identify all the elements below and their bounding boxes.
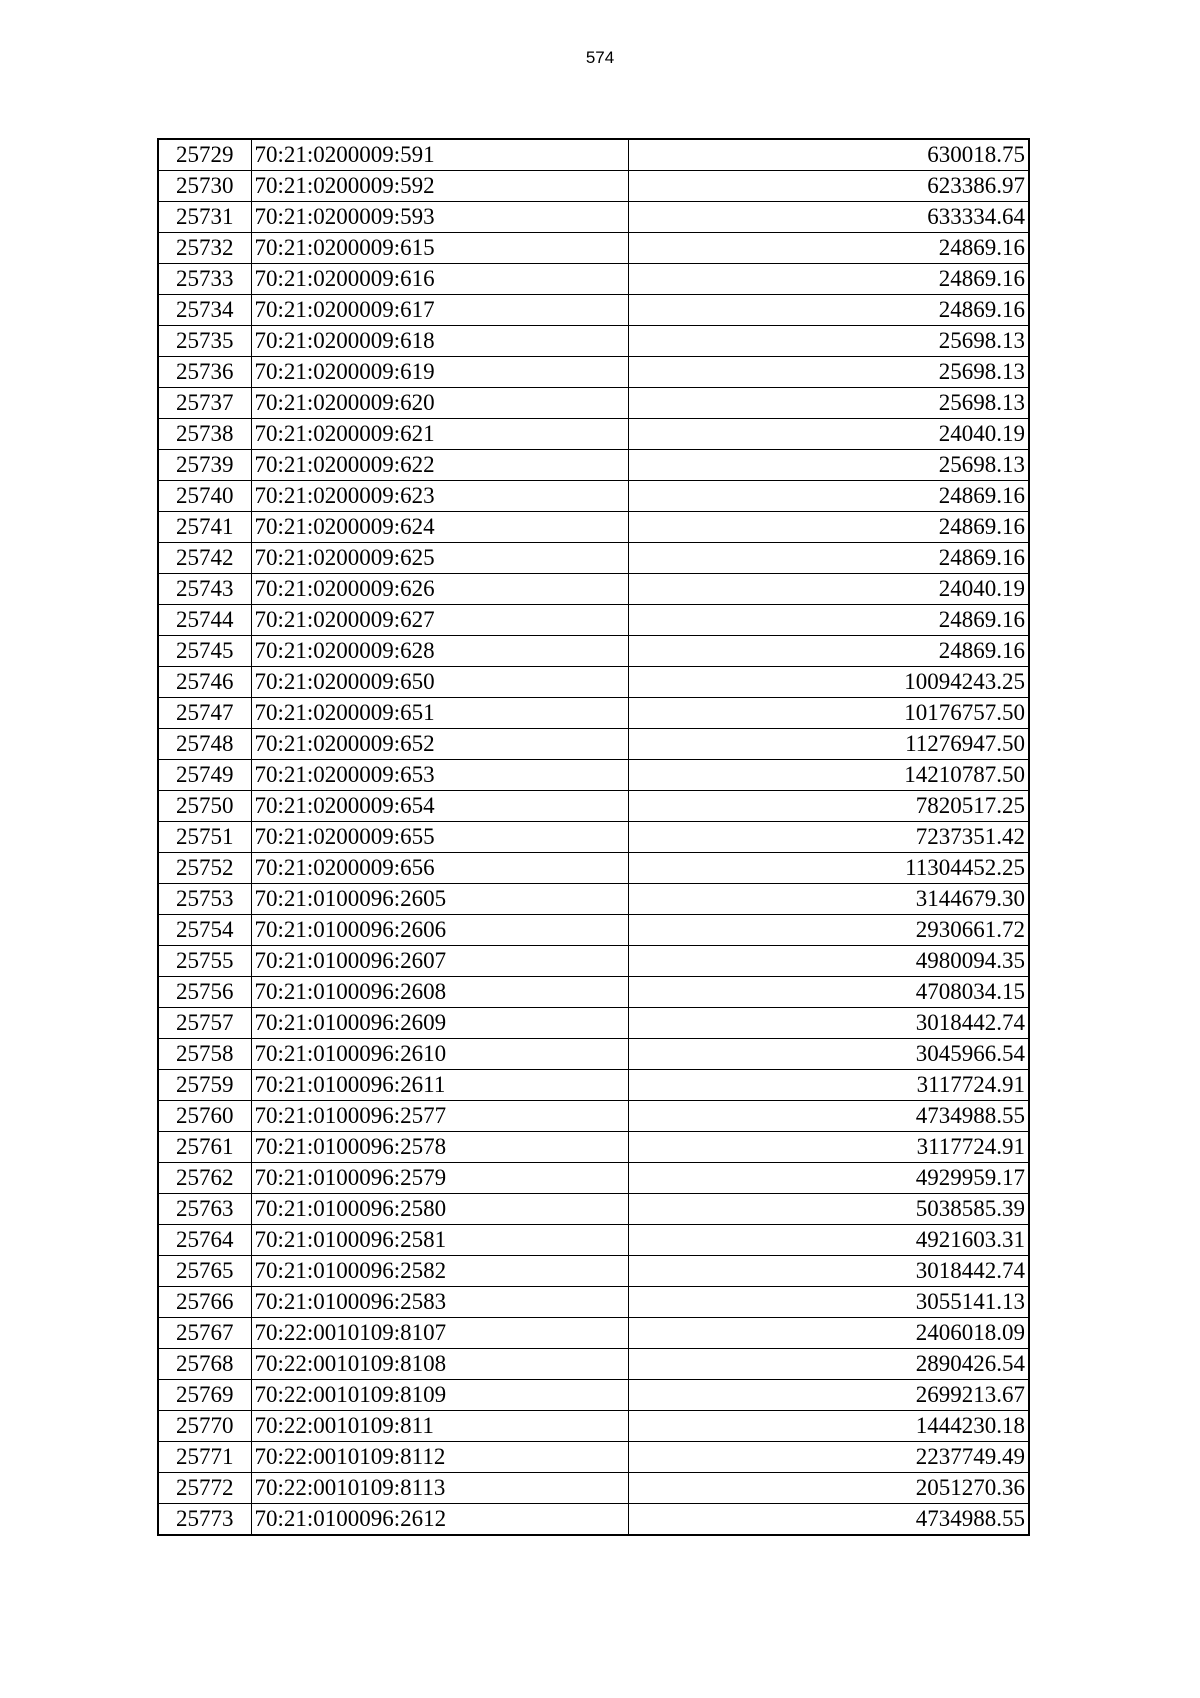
cadastral-value-cell: 2237749.49 bbox=[628, 1442, 1029, 1473]
table-row bbox=[158, 1194, 1029, 1225]
cadastral-value-cell: 10094243.25 bbox=[628, 667, 1029, 698]
row-number-cell: 25761 bbox=[158, 1132, 251, 1163]
cadastral-number-cell: 70:21:0100096:2582 bbox=[251, 1256, 628, 1287]
row-number-cell: 25743 bbox=[158, 574, 251, 605]
table-row bbox=[158, 1132, 1029, 1163]
row-number-cell: 25751 bbox=[158, 822, 251, 853]
table-row bbox=[158, 636, 1029, 667]
cadastral-value-cell: 3117724.91 bbox=[628, 1132, 1029, 1163]
row-number-cell: 25735 bbox=[158, 326, 251, 357]
cadastral-value-cell: 4980094.35 bbox=[628, 946, 1029, 977]
cadastral-number-cell: 70:22:0010109:8107 bbox=[251, 1318, 628, 1349]
cadastral-value-cell: 3018442.74 bbox=[628, 1008, 1029, 1039]
cadastral-value-table bbox=[157, 138, 1030, 1536]
row-number-cell: 25772 bbox=[158, 1473, 251, 1504]
row-number-cell: 25732 bbox=[158, 233, 251, 264]
row-number-cell: 25742 bbox=[158, 543, 251, 574]
cadastral-number-cell: 70:21:0200009:651 bbox=[251, 698, 628, 729]
table-row bbox=[158, 667, 1029, 698]
row-number-cell: 25744 bbox=[158, 605, 251, 636]
cadastral-number-cell: 70:21:0100096:2610 bbox=[251, 1039, 628, 1070]
row-number-cell: 25762 bbox=[158, 1163, 251, 1194]
row-number-cell: 25753 bbox=[158, 884, 251, 915]
row-number-cell: 25731 bbox=[158, 202, 251, 233]
cadastral-number-cell: 70:21:0200009:625 bbox=[251, 543, 628, 574]
table-row bbox=[158, 1318, 1029, 1349]
page-number: 574 bbox=[585, 48, 615, 67]
cadastral-value-cell: 630018.75 bbox=[628, 139, 1029, 171]
cadastral-value-cell: 3144679.30 bbox=[628, 884, 1029, 915]
cadastral-value-cell: 3018442.74 bbox=[628, 1256, 1029, 1287]
row-number-cell: 25769 bbox=[158, 1380, 251, 1411]
table-row bbox=[158, 481, 1029, 512]
table-row bbox=[158, 791, 1029, 822]
cadastral-value-cell: 3117724.91 bbox=[628, 1070, 1029, 1101]
cadastral-number-cell: 70:21:0100096:2605 bbox=[251, 884, 628, 915]
table-row bbox=[158, 264, 1029, 295]
cadastral-value-cell: 4929959.17 bbox=[628, 1163, 1029, 1194]
row-number-cell: 25773 bbox=[158, 1504, 251, 1536]
cadastral-value-cell: 25698.13 bbox=[628, 357, 1029, 388]
table-row bbox=[158, 171, 1029, 202]
cadastral-value-cell: 2930661.72 bbox=[628, 915, 1029, 946]
row-number-cell: 25737 bbox=[158, 388, 251, 419]
cadastral-value-cell: 25698.13 bbox=[628, 326, 1029, 357]
cadastral-number-cell: 70:21:0200009:626 bbox=[251, 574, 628, 605]
cadastral-value-cell: 7237351.42 bbox=[628, 822, 1029, 853]
cadastral-number-cell: 70:21:0100096:2577 bbox=[251, 1101, 628, 1132]
cadastral-value-cell: 2699213.67 bbox=[628, 1380, 1029, 1411]
row-number-cell: 25768 bbox=[158, 1349, 251, 1380]
row-number-cell: 25734 bbox=[158, 295, 251, 326]
row-number-cell: 25770 bbox=[158, 1411, 251, 1442]
cadastral-value-cell: 3045966.54 bbox=[628, 1039, 1029, 1070]
cadastral-value-cell: 10176757.50 bbox=[628, 698, 1029, 729]
cadastral-number-cell: 70:21:0200009:621 bbox=[251, 419, 628, 450]
cadastral-number-cell: 70:21:0200009:592 bbox=[251, 171, 628, 202]
cadastral-number-cell: 70:21:0100096:2608 bbox=[251, 977, 628, 1008]
cadastral-value-cell: 24869.16 bbox=[628, 233, 1029, 264]
cadastral-number-cell: 70:21:0200009:650 bbox=[251, 667, 628, 698]
table-row bbox=[158, 1008, 1029, 1039]
table-row bbox=[158, 1163, 1029, 1194]
table-body bbox=[158, 139, 1029, 1535]
row-number-cell: 25754 bbox=[158, 915, 251, 946]
table-row bbox=[158, 1070, 1029, 1101]
table-row bbox=[158, 605, 1029, 636]
table-row bbox=[158, 450, 1029, 481]
cadastral-number-cell: 70:22:0010109:811 bbox=[251, 1411, 628, 1442]
table-row bbox=[158, 946, 1029, 977]
table-row bbox=[158, 1287, 1029, 1318]
row-number-cell: 25736 bbox=[158, 357, 251, 388]
row-number-cell: 25729 bbox=[158, 139, 251, 171]
cadastral-value-cell: 633334.64 bbox=[628, 202, 1029, 233]
cadastral-number-cell: 70:21:0100096:2606 bbox=[251, 915, 628, 946]
cadastral-value-cell: 24869.16 bbox=[628, 512, 1029, 543]
cadastral-value-cell: 24040.19 bbox=[628, 419, 1029, 450]
row-number-cell: 25757 bbox=[158, 1008, 251, 1039]
row-number-cell: 25747 bbox=[158, 698, 251, 729]
cadastral-value-cell: 11276947.50 bbox=[628, 729, 1029, 760]
cadastral-number-cell: 70:21:0200009:620 bbox=[251, 388, 628, 419]
table-row bbox=[158, 1504, 1029, 1536]
cadastral-value-cell: 4734988.55 bbox=[628, 1101, 1029, 1132]
cadastral-number-cell: 70:21:0100096:2607 bbox=[251, 946, 628, 977]
table-row bbox=[158, 543, 1029, 574]
table-row bbox=[158, 574, 1029, 605]
row-number-cell: 25750 bbox=[158, 791, 251, 822]
row-number-cell: 25739 bbox=[158, 450, 251, 481]
table-row bbox=[158, 295, 1029, 326]
cadastral-number-cell: 70:21:0200009:628 bbox=[251, 636, 628, 667]
row-number-cell: 25759 bbox=[158, 1070, 251, 1101]
cadastral-number-cell: 70:21:0100096:2580 bbox=[251, 1194, 628, 1225]
cadastral-number-cell: 70:21:0100096:2578 bbox=[251, 1132, 628, 1163]
cadastral-value-cell: 24869.16 bbox=[628, 636, 1029, 667]
cadastral-value-cell: 11304452.25 bbox=[628, 853, 1029, 884]
row-number-cell: 25765 bbox=[158, 1256, 251, 1287]
row-number-cell: 25745 bbox=[158, 636, 251, 667]
row-number-cell: 25758 bbox=[158, 1039, 251, 1070]
table-row bbox=[158, 915, 1029, 946]
cadastral-number-cell: 70:21:0200009:653 bbox=[251, 760, 628, 791]
cadastral-value-cell: 25698.13 bbox=[628, 388, 1029, 419]
table-row bbox=[158, 1473, 1029, 1504]
row-number-cell: 25740 bbox=[158, 481, 251, 512]
cadastral-value-cell: 2051270.36 bbox=[628, 1473, 1029, 1504]
cadastral-value-cell: 2406018.09 bbox=[628, 1318, 1029, 1349]
cadastral-value-cell: 3055141.13 bbox=[628, 1287, 1029, 1318]
cadastral-value-cell: 7820517.25 bbox=[628, 791, 1029, 822]
row-number-cell: 25748 bbox=[158, 729, 251, 760]
row-number-cell: 25764 bbox=[158, 1225, 251, 1256]
row-number-cell: 25755 bbox=[158, 946, 251, 977]
cadastral-number-cell: 70:21:0200009:616 bbox=[251, 264, 628, 295]
cadastral-number-cell: 70:21:0100096:2583 bbox=[251, 1287, 628, 1318]
cadastral-value-cell: 4708034.15 bbox=[628, 977, 1029, 1008]
table-row bbox=[158, 1225, 1029, 1256]
cadastral-value-cell: 24869.16 bbox=[628, 264, 1029, 295]
row-number-cell: 25746 bbox=[158, 667, 251, 698]
table-row bbox=[158, 388, 1029, 419]
table-row bbox=[158, 760, 1029, 791]
cadastral-number-cell: 70:21:0200009:619 bbox=[251, 357, 628, 388]
row-number-cell: 25749 bbox=[158, 760, 251, 791]
cadastral-value-cell: 24869.16 bbox=[628, 481, 1029, 512]
cadastral-value-cell: 24869.16 bbox=[628, 605, 1029, 636]
row-number-cell: 25733 bbox=[158, 264, 251, 295]
cadastral-number-cell: 70:21:0200009:618 bbox=[251, 326, 628, 357]
cadastral-number-cell: 70:21:0100096:2611 bbox=[251, 1070, 628, 1101]
table-row bbox=[158, 1256, 1029, 1287]
table-row bbox=[158, 1380, 1029, 1411]
cadastral-value-cell: 24040.19 bbox=[628, 574, 1029, 605]
cadastral-number-cell: 70:21:0200009:655 bbox=[251, 822, 628, 853]
cadastral-value-cell: 5038585.39 bbox=[628, 1194, 1029, 1225]
cadastral-value-cell: 1444230.18 bbox=[628, 1411, 1029, 1442]
table-row bbox=[158, 139, 1029, 171]
table-row bbox=[158, 1349, 1029, 1380]
cadastral-value-cell: 623386.97 bbox=[628, 171, 1029, 202]
cadastral-number-cell: 70:21:0200009:615 bbox=[251, 233, 628, 264]
cadastral-number-cell: 70:21:0200009:624 bbox=[251, 512, 628, 543]
cadastral-value-cell: 4734988.55 bbox=[628, 1504, 1029, 1536]
cadastral-number-cell: 70:22:0010109:8109 bbox=[251, 1380, 628, 1411]
cadastral-value-cell: 24869.16 bbox=[628, 295, 1029, 326]
cadastral-value-cell: 4921603.31 bbox=[628, 1225, 1029, 1256]
row-number-cell: 25763 bbox=[158, 1194, 251, 1225]
cadastral-number-cell: 70:21:0100096:2609 bbox=[251, 1008, 628, 1039]
table-row bbox=[158, 698, 1029, 729]
cadastral-number-cell: 70:21:0200009:652 bbox=[251, 729, 628, 760]
row-number-cell: 25752 bbox=[158, 853, 251, 884]
cadastral-number-cell: 70:22:0010109:8112 bbox=[251, 1442, 628, 1473]
cadastral-number-cell: 70:21:0200009:591 bbox=[251, 139, 628, 171]
row-number-cell: 25741 bbox=[158, 512, 251, 543]
table-row bbox=[158, 1101, 1029, 1132]
cadastral-value-cell: 2890426.54 bbox=[628, 1349, 1029, 1380]
table-row bbox=[158, 1039, 1029, 1070]
cadastral-number-cell: 70:21:0200009:654 bbox=[251, 791, 628, 822]
table-row bbox=[158, 202, 1029, 233]
table-row bbox=[158, 729, 1029, 760]
row-number-cell: 25738 bbox=[158, 419, 251, 450]
table-row bbox=[158, 233, 1029, 264]
table-row bbox=[158, 884, 1029, 915]
row-number-cell: 25766 bbox=[158, 1287, 251, 1318]
table-row bbox=[158, 977, 1029, 1008]
cadastral-number-cell: 70:21:0200009:593 bbox=[251, 202, 628, 233]
cadastral-number-cell: 70:21:0100096:2581 bbox=[251, 1225, 628, 1256]
cadastral-value-cell: 14210787.50 bbox=[628, 760, 1029, 791]
cadastral-number-cell: 70:21:0200009:656 bbox=[251, 853, 628, 884]
row-number-cell: 25760 bbox=[158, 1101, 251, 1132]
cadastral-value-cell: 24869.16 bbox=[628, 543, 1029, 574]
table-row bbox=[158, 822, 1029, 853]
cadastral-number-cell: 70:21:0200009:627 bbox=[251, 605, 628, 636]
table-row bbox=[158, 357, 1029, 388]
cadastral-number-cell: 70:21:0100096:2579 bbox=[251, 1163, 628, 1194]
table-row bbox=[158, 419, 1029, 450]
row-number-cell: 25756 bbox=[158, 977, 251, 1008]
cadastral-number-cell: 70:21:0100096:2612 bbox=[251, 1504, 628, 1536]
cadastral-number-cell: 70:21:0200009:623 bbox=[251, 481, 628, 512]
table-row bbox=[158, 1442, 1029, 1473]
cadastral-number-cell: 70:22:0010109:8108 bbox=[251, 1349, 628, 1380]
table-row bbox=[158, 1411, 1029, 1442]
cadastral-value-cell: 25698.13 bbox=[628, 450, 1029, 481]
table-row bbox=[158, 512, 1029, 543]
cadastral-number-cell: 70:22:0010109:8113 bbox=[251, 1473, 628, 1504]
cadastral-number-cell: 70:21:0200009:622 bbox=[251, 450, 628, 481]
row-number-cell: 25730 bbox=[158, 171, 251, 202]
row-number-cell: 25767 bbox=[158, 1318, 251, 1349]
row-number-cell: 25771 bbox=[158, 1442, 251, 1473]
table-row bbox=[158, 853, 1029, 884]
cadastral-number-cell: 70:21:0200009:617 bbox=[251, 295, 628, 326]
table-row bbox=[158, 326, 1029, 357]
